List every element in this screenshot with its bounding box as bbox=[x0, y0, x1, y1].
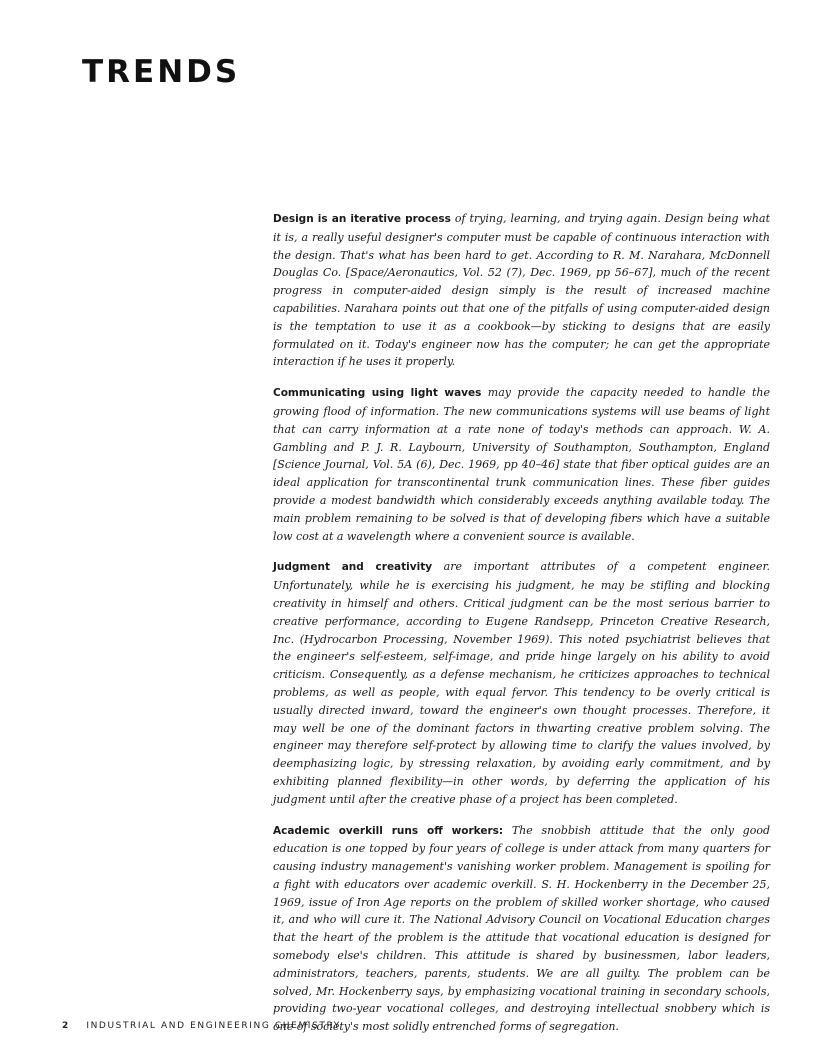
item-lead: Design is an iterative process bbox=[273, 213, 451, 225]
news-item bbox=[273, 822, 770, 1037]
item-text: The snobbish attitude that the only good education is one topped by four years of college is under attack from many quarters for causing industry management's vanishing worker problem. Management is spoiling for a fight with educators over academic overkill. S. H. Hockenberry in the December 25, 1969, issue of Iron Age reports on the problem of skilled worker shortage, who caused it, and who will cure it. The National Advisory Council on Vocational Education charges that the heart of the problem is the attitude that vocational education is designed for somebody else's children. This attitude is shared by businessmen, labor leaders, administrators, teachers, parents, students. We are all guilty. The problem can be solved, Mr. Hockenberry says, by emphasizing vocational training in secondary schools, providing two-year vocational colleges, and destroying intellectual snobbery which is one of society's most solidly entrenched forms of segregation. bbox=[273, 823, 770, 1034]
article-column bbox=[273, 210, 770, 1049]
news-item bbox=[273, 384, 770, 545]
item-lead: Communicating using light waves bbox=[273, 387, 482, 400]
page-footer bbox=[62, 1021, 341, 1031]
journal-name: INDUSTRIAL AND ENGINEERING CHEMISTRY bbox=[86, 1021, 341, 1031]
news-item bbox=[273, 210, 770, 371]
section-title: TRENDS bbox=[82, 54, 241, 90]
news-item bbox=[273, 558, 770, 808]
item-text: may provide the capacity needed to handle the growing flood of information. The new communications systems will use beams of light that can carry information at a rate none of today's methods can approach. W. A. Gambling and P. J. R. Laybourn, University of Southampton, Southampton, England [Science Journal, Vol. 5A (6), Dec. 1969, pp 40–46] state that fiber optical guides are an ideal application for transcontinental trunk communication lines. These fiber guides provide a modest bandwidth which considerably exceeds anything available today. The main problem remaining to be solved is that of developing fibers which have a suitable low cost at a wavelength where a convenient source is available. bbox=[273, 386, 770, 543]
item-lead: Academic overkill runs off workers: bbox=[273, 824, 504, 837]
item-text: are important attributes of a competent engineer. Unfortunately, while he is exercising his judgment, he may be stifling and blocking creativity in himself and others. Critical judgment can be the most serious barrier to creative performance, according to Eugene Randsepp, Princeton Creative Research, Inc. (Hydrocarbon Processing, November 1969). This noted psychiatrist believes that the engineer's self-esteem, self-image, and pride hinge largely on his ability to avoid criticism. Consequently, as a defense mechanism, he criticizes approaches to technical problems, as well as people, with equal fervor. This tendency to be overly critical is usually directed inward, toward the engineer's own thought processes. Therefore, it may well be one of the dominant factors in thwarting creative problem solving. The engineer may therefore self-protect by allowing time to clarify the values involved, by deemphasizing logic, by stressing relaxation, by avoiding early commitment, and by exhibiting planned flexibility—in other words, by deferring the application of his judgment until after the creative phase of a project has been completed. bbox=[273, 560, 770, 806]
page-number: 2 bbox=[62, 1021, 70, 1031]
item-lead: Judgment and creativity bbox=[273, 561, 433, 574]
item-text: of trying, learning, and trying again. Design being what it is, a really useful designer's computer must be capable of continuous interaction with the design. That's what has been hard to get. According to R. M. Narahara, McDonnell Douglas Co. [Space/Aeronautics, Vol. 52 (7), Dec. 1969, pp 56–67], much of the recent progress in computer-aided design simply is the result of increased machine capabilities. Narahara points out that one of the pitfalls of using computer-aided design is the temptation to use it as a cookbook—by sticking to designs that are easily formulated on it. Today's engineer now has the computer; he can get the appropriate interaction if he uses it properly. bbox=[273, 212, 770, 369]
